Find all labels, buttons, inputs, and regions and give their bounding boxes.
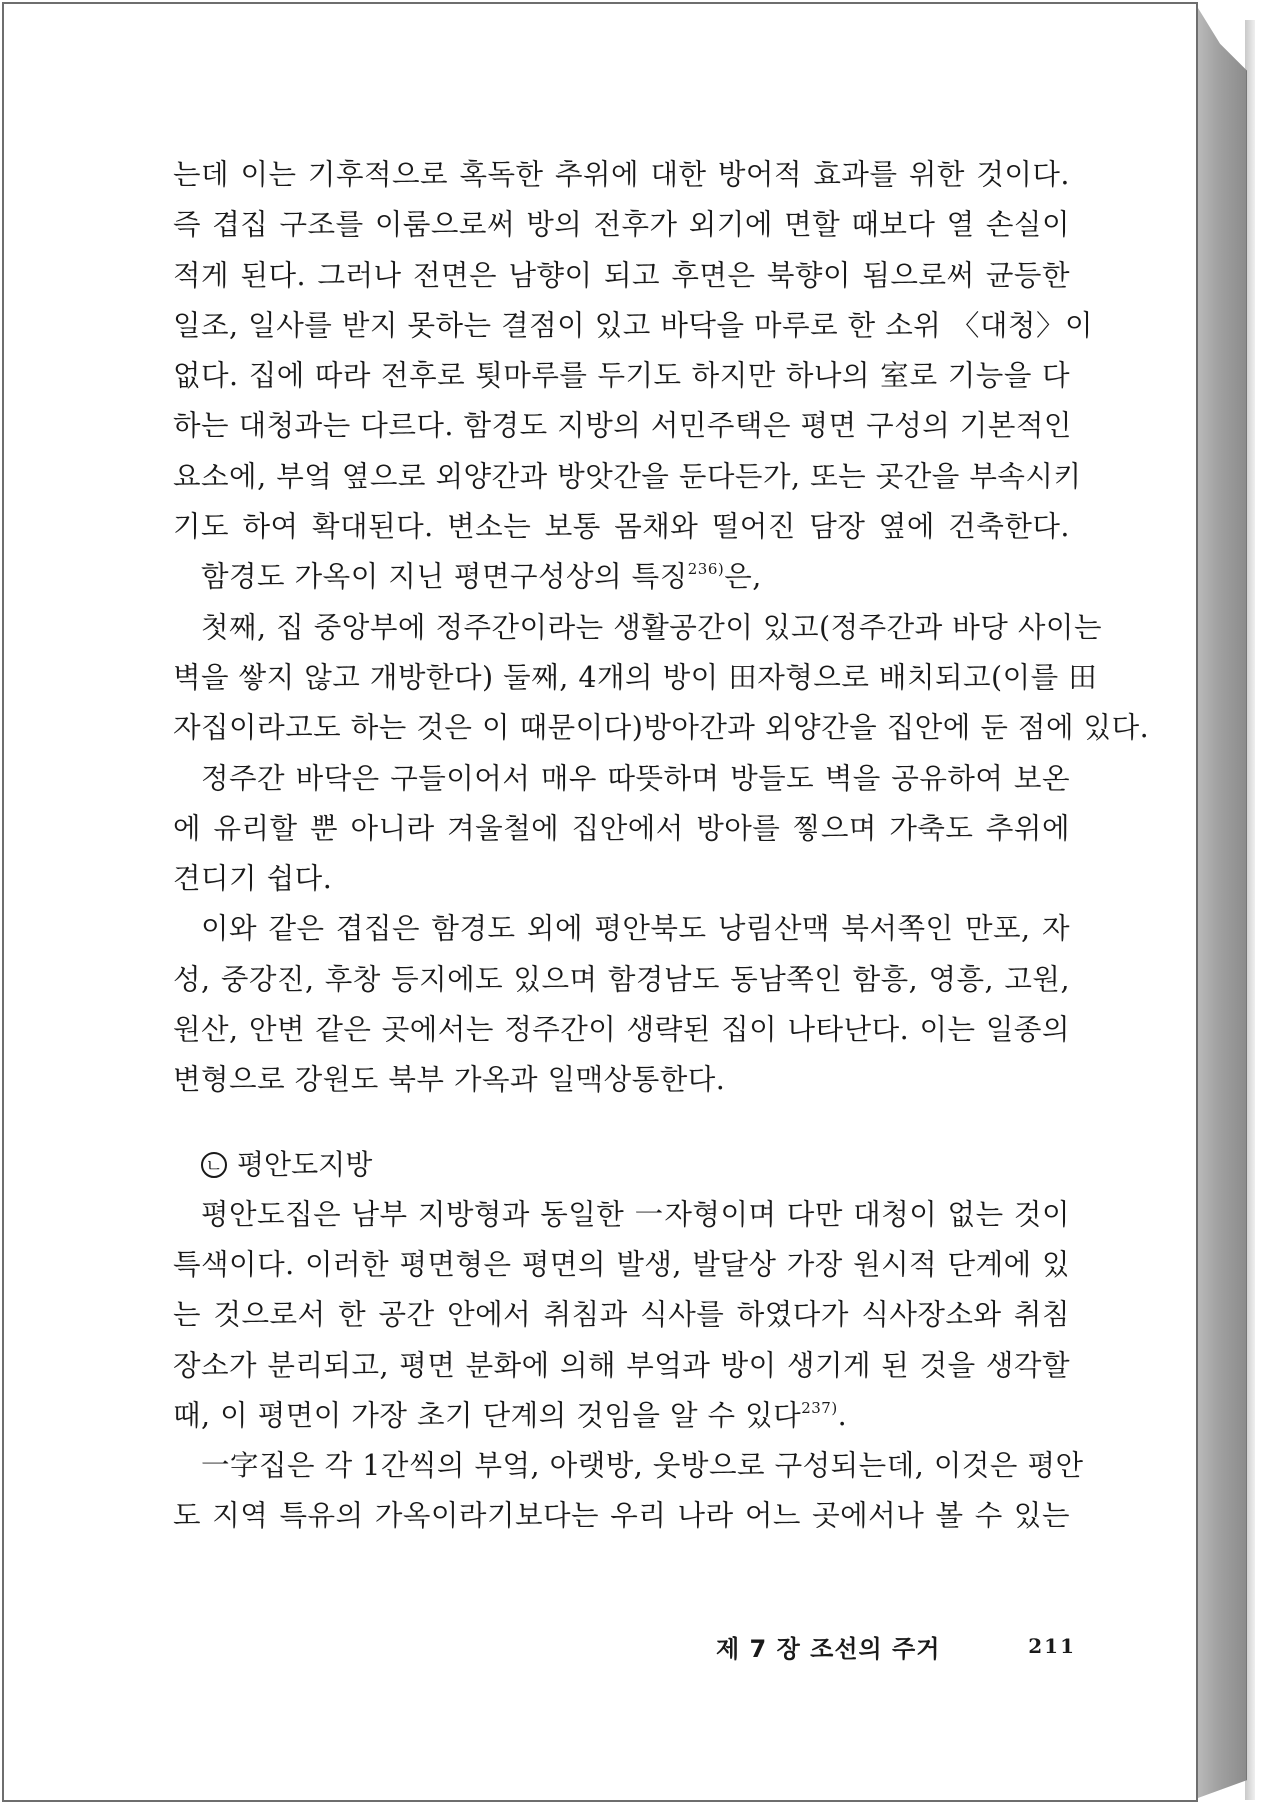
text-line: 장소가 분리되고, 평면 분화에 의해 부엌과 방이 생기게 된 것을 생각할 bbox=[173, 1348, 1070, 1382]
text-line: 평안도집은 남부 지방형과 동일한 一자형이며 다만 대청이 없는 것이 bbox=[201, 1197, 1070, 1231]
text-line: 변형으로 강원도 북부 가옥과 일맥상통한다. bbox=[173, 1063, 726, 1097]
text-line: 첫째, 집 중앙부에 정주간이라는 생활공간이 있고(정주간과 바당 사이는 bbox=[201, 610, 1102, 644]
text-line: 자집이라고도 하는 것은 이 때문이다)방아간과 외양간을 집안에 둔 점에 있다. bbox=[173, 711, 1150, 745]
text-line: 일조, 일사를 받지 못하는 결점이 있고 바닥을 마루로 한 소위 〈대청〉이 bbox=[173, 308, 1093, 342]
section-spacer bbox=[173, 1106, 1070, 1140]
text-line: 없다. 집에 따라 전후로 툇마루를 두기도 하지만 하나의 室로 기능을 다 bbox=[173, 359, 1070, 393]
text-line: 에 유리할 뿐 아니라 겨울철에 집안에서 방아를 찧으며 가축도 추위에 bbox=[173, 811, 1070, 845]
text-line: 이와 같은 겹집은 함경도 외에 평안북도 낭림산맥 북서쪽인 만포, 자 bbox=[201, 912, 1070, 946]
chapter-title: 제 7 장 조선의 주거 bbox=[716, 1634, 941, 1663]
body-text bbox=[173, 150, 1150, 1542]
text-line: 견디기 쉽다. bbox=[173, 862, 333, 896]
text-line: 성, 중강진, 후창 등지에도 있으며 함경남도 동남쪽인 함흥, 영흥, 고원, bbox=[173, 962, 1070, 996]
text-line: 특색이다. 이러한 평면형은 평면의 발생, 발달상 가장 원시적 단계에 있 bbox=[173, 1247, 1070, 1281]
text-line: 요소에, 부엌 옆으로 외양간과 방앗간을 둔다든가, 또는 곳간을 부속시키 bbox=[173, 459, 1082, 493]
text-line bbox=[173, 1391, 1070, 1441]
text-line: 는데 이는 기후적으로 혹독한 추위에 대한 방어적 효과를 위한 것이다. bbox=[173, 158, 1070, 191]
text-line: 벽을 쌓지 않고 개방한다) 둘째, 4개의 방이 田자형으로 배치되고(이를 田 bbox=[173, 660, 1098, 694]
page-footer bbox=[716, 1626, 1076, 1666]
page-number: 211 bbox=[1028, 1634, 1076, 1658]
section-heading bbox=[173, 1140, 1070, 1190]
text-span: 때, 이 평면이 가장 초기 단계의 것임을 알 수 있다 bbox=[173, 1398, 802, 1432]
text-span: . bbox=[837, 1398, 848, 1432]
text-line: 적게 된다. 그러나 전면은 남향이 되고 후면은 북향이 됨으로써 균등한 bbox=[173, 258, 1070, 292]
text-span: 함경도 가옥이 지닌 평면구성상의 특징 bbox=[201, 560, 688, 594]
footnote-ref: 237) bbox=[801, 1398, 838, 1417]
text-line: 정주간 바닥은 구들이어서 매우 따뜻하며 방들도 벽을 공유하여 보온 bbox=[201, 761, 1070, 795]
text-line: 一字집은 각 1간씩의 부엌, 아랫방, 웃방으로 구성되는데, 이것은 평안 bbox=[201, 1449, 1084, 1483]
footnote-ref: 236) bbox=[687, 560, 725, 579]
text-line: 는 것으로서 한 공간 안에서 취침과 식사를 하였다가 식사장소와 취침 bbox=[173, 1298, 1070, 1332]
text-line: 도 지역 특유의 가옥이라기보다는 우리 나라 어느 곳에서나 볼 수 있는 bbox=[173, 1499, 1070, 1533]
text-line: 하는 대청과는 다르다. 함경도 지방의 서민주택은 평면 구성의 기본적인 bbox=[173, 409, 1072, 443]
text-line: 원산, 안변 같은 곳에서는 정주간이 생략된 집이 나타난다. 이는 일종의 bbox=[173, 1013, 1070, 1047]
text-line: 즉 겹집 구조를 이룸으로써 방의 전후가 외기에 면할 때보다 열 손실이 bbox=[173, 208, 1070, 242]
text-span: 은, bbox=[724, 560, 762, 594]
section-title: 평안도지방 bbox=[237, 1147, 373, 1181]
text-line bbox=[173, 552, 1070, 602]
page-stack-edge bbox=[1198, 8, 1247, 1798]
text-line: 기도 하여 확대된다. 변소는 보통 몸채와 떨어진 담장 옆에 건축한다. bbox=[173, 510, 1070, 544]
circled-marker-icon: ㄴ bbox=[201, 1152, 227, 1178]
